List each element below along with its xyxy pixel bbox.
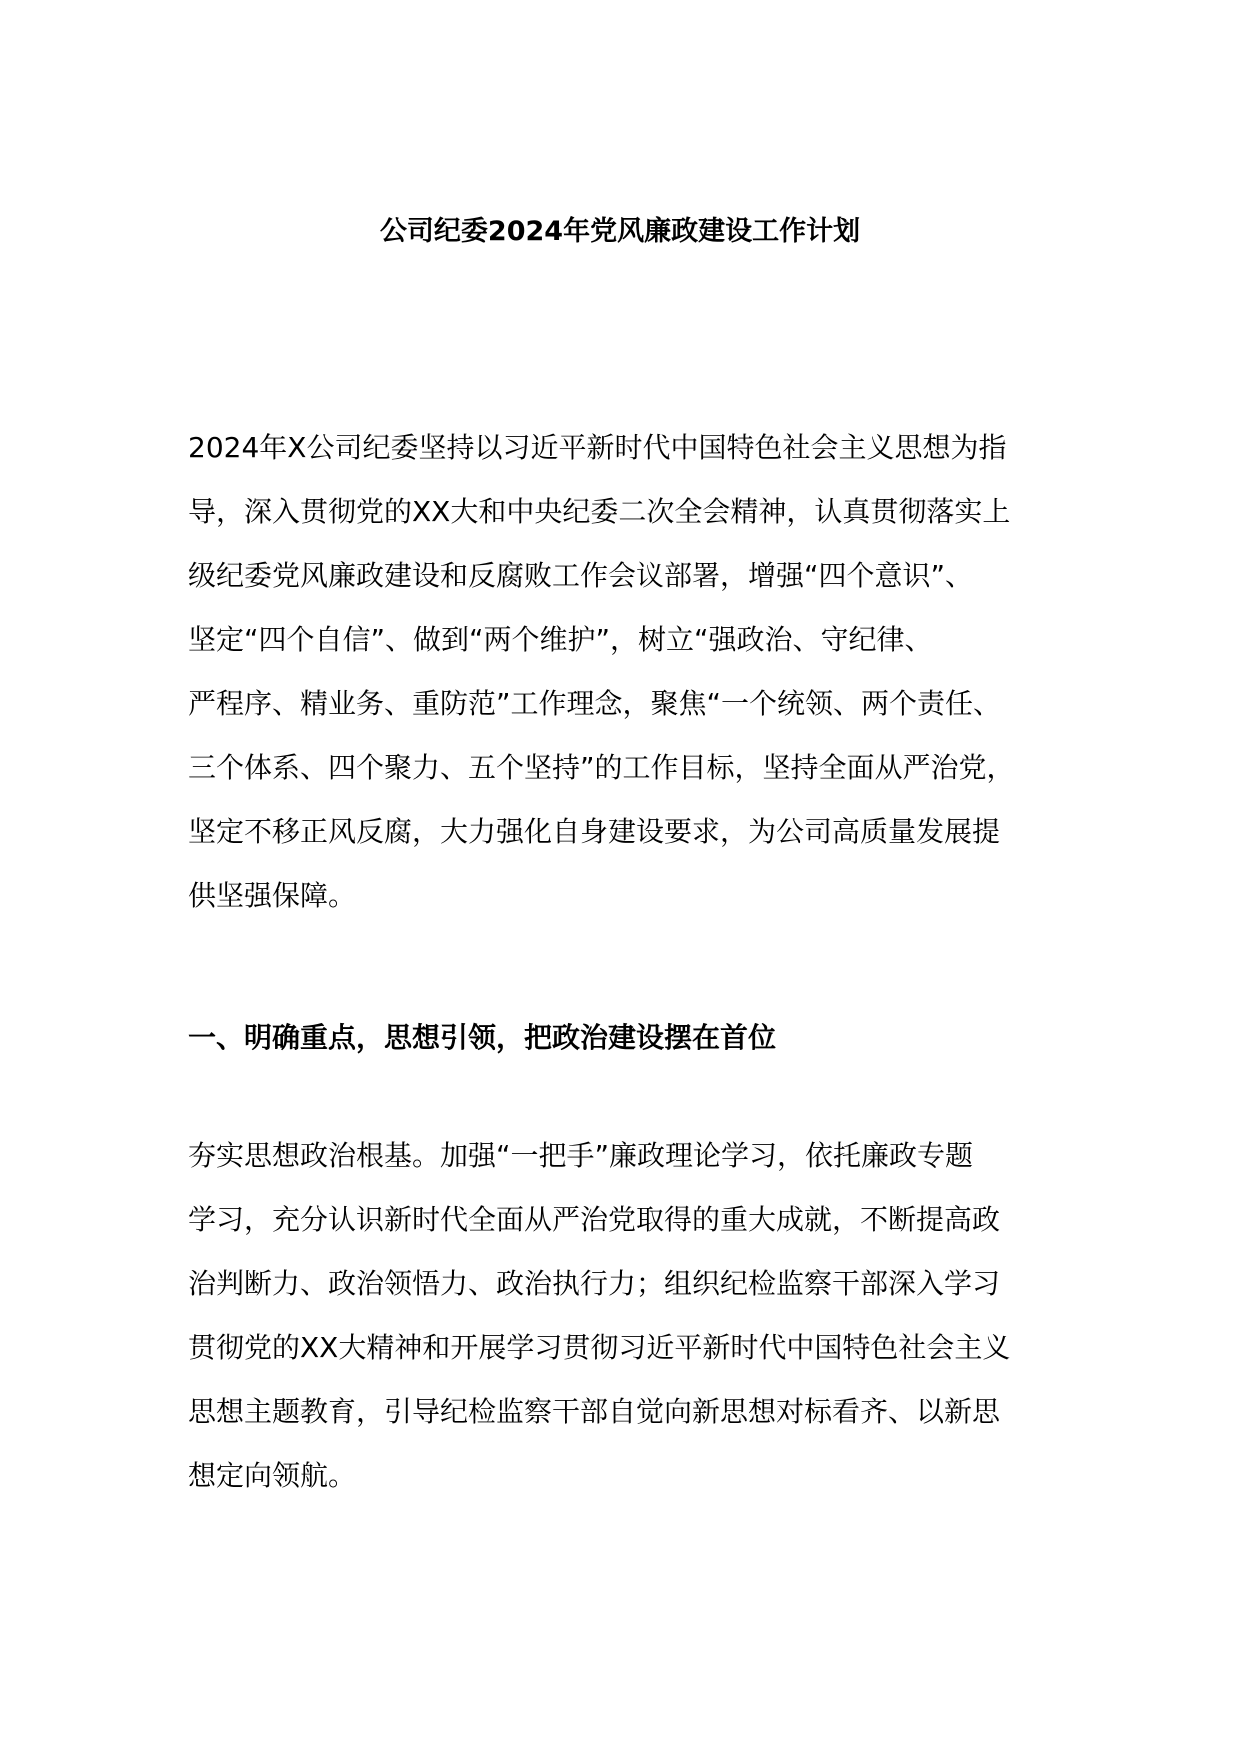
paragraph-line: 想定向领航。 — [188, 1459, 357, 1492]
paragraph-line: 思想主题教育，引导纪检监察干部自觉向新思想对标看齐、以新思 — [188, 1395, 1001, 1428]
intro-paragraph — [188, 416, 1078, 928]
paragraph-line: 供坚强保障。 — [188, 879, 357, 912]
paragraph-line: 坚定不移正风反腐，大力强化自身建设要求，为公司高质量发展提 — [188, 815, 1001, 848]
section-paragraph — [188, 1124, 1078, 1508]
paragraph-line: 2024年X公司纪委坚持以习近平新时代中国特色社会主义思想为指 — [188, 431, 1007, 464]
paragraph-line: 严程序、精业务、重防范”工作理念，聚焦“一个统领、两个责任、 — [188, 687, 1002, 720]
paragraph-line: 学习，充分认识新时代全面从严治党取得的重大成就，不断提高政 — [188, 1203, 1001, 1236]
document-title: 公司纪委2024年党风廉政建设工作计划 — [379, 216, 861, 247]
paragraph-line: 夯实思想政治根基。加强“一把手”廉政理论学习，依托廉政专题 — [188, 1139, 974, 1172]
paragraph-line: 导，深入贯彻党的XX大和中央纪委二次全会精神，认真贯彻落实上 — [188, 495, 1011, 528]
paragraph-line: 治判断力、政治领悟力、政治执行力；组织纪检监察干部深入学习 — [188, 1267, 1001, 1300]
paragraph-line: 三个体系、四个聚力、五个坚持”的工作目标，坚持全面从严治党， — [188, 751, 1015, 784]
section-heading: 一、明确重点，思想引领，把政治建设摆在首位 — [188, 1021, 777, 1054]
paragraph-line: 级纪委党风廉政建设和反腐败工作会议部署，增强“四个意识”、 — [188, 559, 974, 592]
paragraph-line: 坚定“四个自信”、做到“两个维护”，树立“强政治、守纪律、 — [188, 623, 933, 656]
paragraph-line: 贯彻党的XX大精神和开展学习贯彻习近平新时代中国特色社会主义 — [188, 1331, 1011, 1364]
